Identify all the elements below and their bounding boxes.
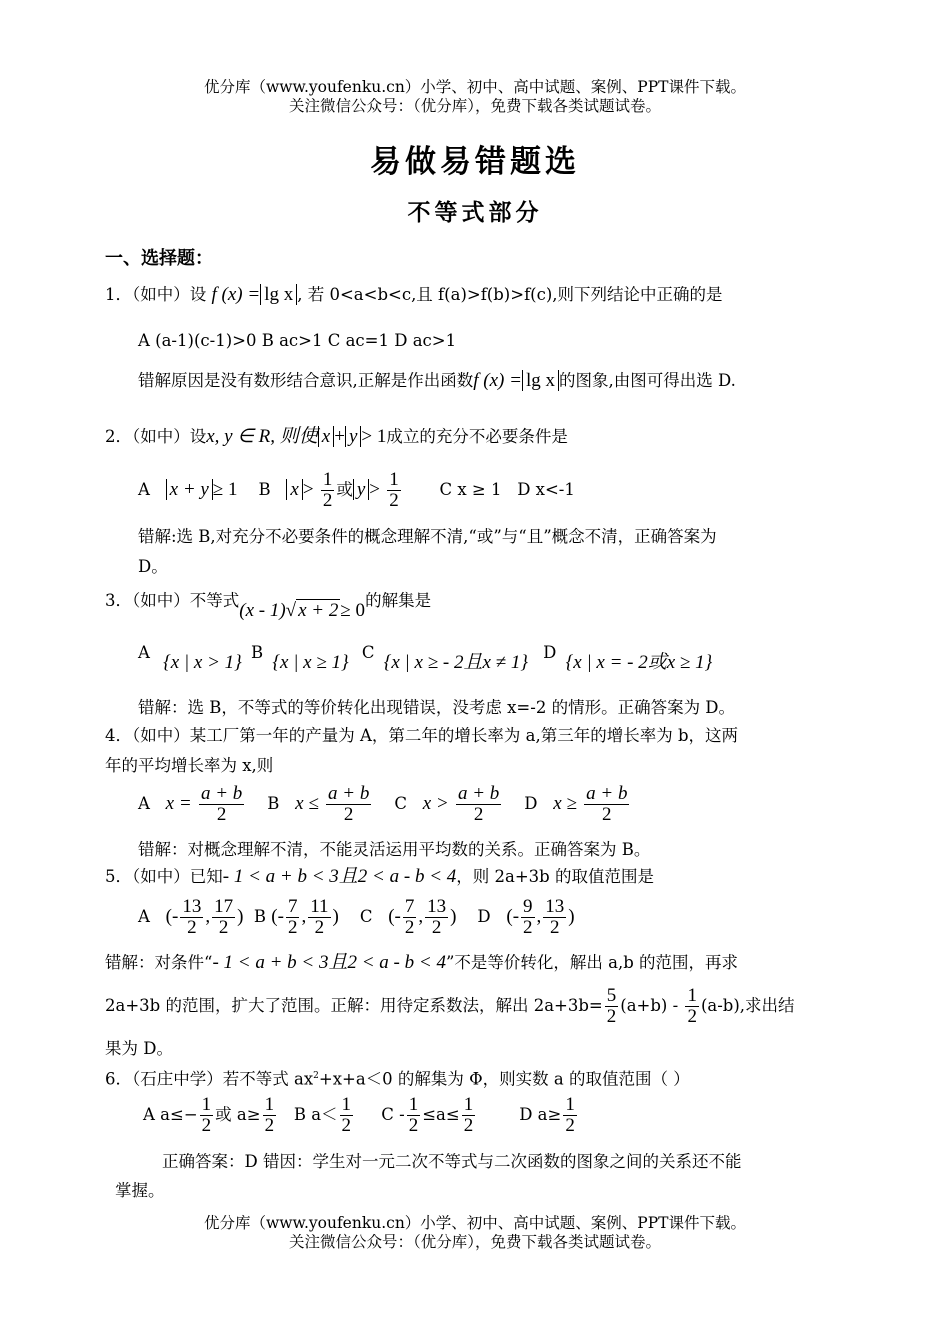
q4-fraction-a: $\frac{a + b}{2}$ bbox=[200, 783, 243, 825]
q4-fraction-d: $\frac{a + b}{2}$ bbox=[586, 783, 628, 825]
q1-explanation: 错解原因是没有数形结合意识,正解是作出函数f (x) = lg x 的图象,由图可得出选 D. bbox=[138, 370, 736, 391]
q6-c-half-2: $\frac{1}{2}$ bbox=[463, 1094, 474, 1136]
q3-stem: 3．（如中）不等式(x - 1)√ x + 2 ≥ 0的解集是 bbox=[105, 591, 432, 621]
q4-options: A x = $\frac{a + b}{2}$ B x ≤ $\frac{a + b}{2}$ C x > $\frac{a + b}{2}$ D x ≥ $\frac{a + b}{2}$ bbox=[138, 783, 628, 825]
q5-b-lo: $\frac{7}{2}$ bbox=[287, 896, 298, 938]
q1-stem: 1．（如中）设 f (x) = lg x , 若 0<a<b<c,且 f(a)>f(b)>f(c),则下列结论中正确的是 bbox=[105, 284, 723, 305]
q5-one-half: $\frac{1}{2}$ bbox=[687, 985, 697, 1027]
q6-d-half: $\frac{1}{2}$ bbox=[565, 1094, 575, 1136]
q3-options: A {x | x > 1} B {x | x ≥ 1} C {x | x ≥ - 2且x ≠ 1} D {x | x = - 2或x ≥ 1} bbox=[138, 643, 713, 673]
q6-a-half-1: $\frac{1}{2}$ bbox=[201, 1094, 212, 1136]
q2-fraction-2: $\frac{1}{2}$ bbox=[389, 469, 399, 511]
q5-b-hi: $\frac{11}{2}$ bbox=[310, 896, 329, 938]
q4-fraction-c: $\frac{a + b}{2}$ bbox=[457, 783, 500, 825]
q6-options: A a≤− $\frac{1}{2}$ 或 a≥ $\frac{1}{2}$ B a＜ $\frac{1}{2}$ C - $\frac{1}{2}$ ≤a≤ $\frac{1}{2}$ D a≥ $\frac{1}{2}$ bbox=[143, 1094, 575, 1136]
page-title: 易做易错题选 bbox=[370, 144, 580, 180]
q5-a-hi: $\frac{17}{2}$ bbox=[214, 896, 234, 938]
q4-fraction-b: $\frac{a + b}{2}$ bbox=[328, 783, 370, 825]
q5-explanation-1: 错解：对条件“- 1 < a + b < 3且2 < a - b < 4”不是等价转化，解出 a,b 的范围，再求 bbox=[105, 952, 739, 973]
q6-b-half: $\frac{1}{2}$ bbox=[341, 1094, 352, 1136]
q5-a-lo: $\frac{13}{2}$ bbox=[182, 896, 202, 938]
q4-explanation: 错解：对概念理解不清，不能灵活运用平均数的关系。正确答案为 B。 bbox=[138, 840, 651, 859]
q5-explanation-2: 2a+3b 的范围，扩大了范围。正解：用待定系数法，解出 2a+3b= $\frac{5}{2}$ (a+b) - $\frac{1}{2}$ (a-b),求出结 bbox=[105, 985, 795, 1027]
q6-answer-2: 掌握。 bbox=[115, 1181, 165, 1200]
header-line-1: 优分库（www.youfenku.cn）小学、初中、高中试题、案例、PPT课件下载。 bbox=[203, 78, 747, 96]
q5-d-hi: $\frac{13}{2}$ bbox=[545, 896, 565, 938]
q2-explanation-2: D。 bbox=[138, 557, 168, 576]
q5-c-hi: $\frac{13}{2}$ bbox=[427, 896, 447, 938]
q5-stem: 5．（如中）已知- 1 < a + b < 3且2 < a - b < 4，则 2a+3b 的取值范围是 bbox=[105, 866, 654, 887]
q2-explanation-1: 错解:选 B,对充分不必要条件的概念理解不清,“或”与“且”概念不清，正确答案为 bbox=[138, 527, 717, 546]
q5-five-halves: $\frac{5}{2}$ bbox=[606, 985, 617, 1027]
q6-a-half-2: $\frac{1}{2}$ bbox=[264, 1094, 275, 1136]
q3-explanation: 错解：选 B，不等式的等价转化出现错误，没考虑 x=-2 的情形。正确答案为 D。 bbox=[138, 698, 736, 717]
q2-fraction-1: $\frac{1}{2}$ bbox=[322, 469, 333, 511]
footer-line-1: 优分库（www.youfenku.cn）小学、初中、高中试题、案例、PPT课件下载。 bbox=[203, 1214, 747, 1232]
q4-stem-1: 4．（如中）某工厂第一年的产量为 A，第二年的增长率为 a,第三年的增长率为 b，这两 bbox=[105, 726, 739, 745]
q5-explanation-3: 果为 D。 bbox=[105, 1039, 173, 1058]
q5-d-lo: $\frac{9}{2}$ bbox=[523, 896, 533, 938]
page-subtitle: 不等式部分 bbox=[407, 200, 543, 226]
q2-options: A x + y ≥ 1 B x > $\frac{1}{2}$ 或 y > $\frac{1}{2}$ C x ≥ 1 D x<-1 bbox=[138, 469, 575, 511]
q1-options: A (a-1)(c-1)>0 B ac>1 C ac=1 D ac>1 bbox=[138, 331, 457, 350]
q5-options: A (- $\frac{13}{2}$ , $\frac{17}{2}$ ) B (- $\frac{7}{2}$ , $\frac{11}{2}$ ) C (- $\frac{7}{2}$ , $\frac{13}{2}$ ) D (- $\frac{9}{2}$ , $\frac{13}{2}$ ) bbox=[138, 896, 575, 938]
q6-answer-1: 正确答案：D 错因：学生对一元二次不等式与二次函数的图象之间的关系还不能 bbox=[162, 1152, 742, 1171]
q6-c-half-1: $\frac{1}{2}$ bbox=[408, 1094, 419, 1136]
footer-line-2: 关注微信公众号：（优分库），免费下载各类试题试卷。 bbox=[288, 1233, 661, 1251]
q5-c-lo: $\frac{7}{2}$ bbox=[404, 896, 415, 938]
header-line-2: 关注微信公众号：（优分库），免费下载各类试题试卷。 bbox=[288, 97, 661, 115]
q4-stem-2: 年的平均增长率为 x,则 bbox=[105, 756, 274, 775]
q2-stem: 2．（如中）设x, y ∈ R, 则使 x + y > 1成立的充分不必要条件是 bbox=[105, 426, 568, 447]
q6-stem: 6．（石庄中学）若不等式 $ax^2+x+a<0$ 的解集为 Φ，则实数 a 的取值范围（ ） bbox=[105, 1069, 690, 1089]
section-heading: 一、选择题： bbox=[105, 248, 213, 269]
